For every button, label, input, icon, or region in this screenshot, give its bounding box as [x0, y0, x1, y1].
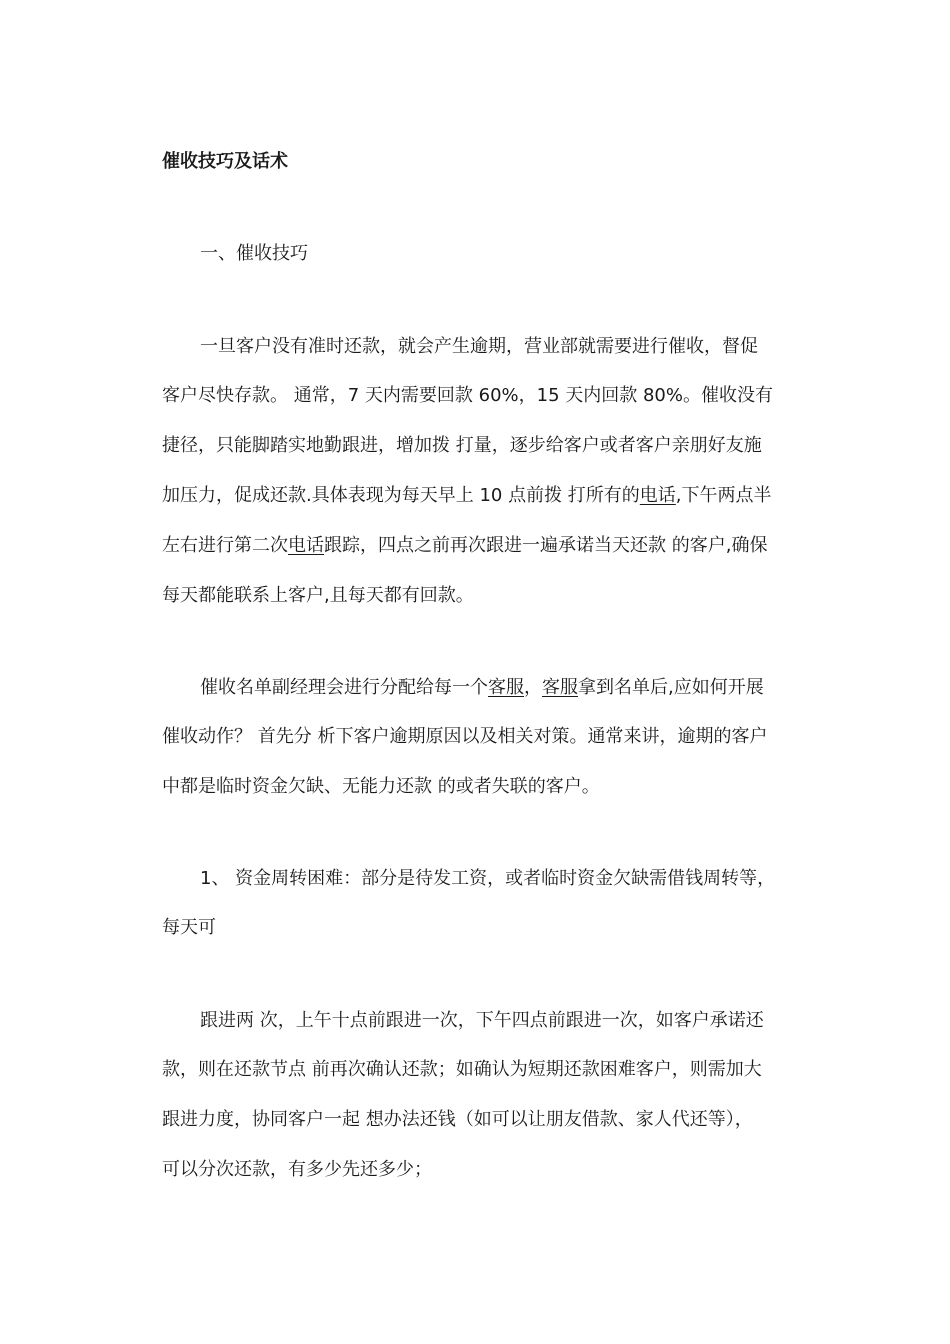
text-span: ，	[524, 677, 542, 698]
text-span: ,下午两点半	[675, 485, 772, 506]
paragraph-line	[162, 534, 767, 558]
paragraph-line: 跟进两 次，上午十点前跟进一次，下午四点前跟进一次，如客户承诺还	[200, 1010, 764, 1031]
customer-service-link[interactable]: 客服	[542, 677, 578, 698]
text-span: 跟踪，四点之前再次跟进一遍承诺当天还款 的客户,确保	[324, 535, 768, 556]
text-span: 左右进行第二次	[162, 535, 288, 556]
paragraph-line: 客户尽快存款。 通常，7 天内需要回款 60%，15 天内回款 80%。催收没有	[162, 385, 773, 406]
paragraph-line: 催收动作？ 首先分 析下客户逾期原因以及相关对策。通常来讲，逾期的客户	[162, 726, 768, 747]
paragraph-line: 可以分次还款，有多少先还多少；	[162, 1159, 432, 1180]
paragraph-line: 一旦客户没有准时还款，就会产生逾期，营业部就需要进行催收，督促	[200, 336, 758, 357]
document-title: 催收技巧及话术	[162, 151, 288, 172]
paragraph-line: 捷径，只能脚踏实地勤跟进，增加拨 打量，逐步给客户或者客户亲朋好友施	[162, 435, 762, 456]
paragraph-line: 跟进力度，协同客户一起 想办法还钱（如可以让朋友借款、家人代还等），	[162, 1109, 753, 1130]
paragraph-line: 中都是临时资金欠缺、无能力还款 的或者失联的客户。	[162, 776, 600, 797]
paragraph-line	[162, 484, 772, 508]
section-heading: 一、催收技巧	[200, 243, 308, 264]
paragraph-line: 款，则在还款节点 前再次确认还款；如确认为短期还款困难客户，则需加大	[162, 1059, 762, 1080]
customer-service-link[interactable]: 客服	[488, 677, 524, 698]
paragraph-line	[200, 676, 764, 700]
text-span: 加压力，促成还款.具体表现为每天早上 10 点前拨 打所有的	[162, 485, 640, 506]
paragraph-line: 每天可	[162, 917, 216, 938]
phone-link[interactable]: 电话	[639, 485, 676, 506]
paragraph-line: 1、 资金周转困难：部分是待发工资，或者临时资金欠缺需借钱周转等，	[200, 868, 776, 889]
phone-link[interactable]: 电话	[288, 535, 324, 556]
paragraph-line: 每天都能联系上客户,且每天都有回款。	[162, 585, 474, 606]
text-span: 拿到名单后,应如何开展	[578, 677, 764, 698]
text-span: 催收名单副经理会进行分配给每一个	[200, 677, 488, 698]
